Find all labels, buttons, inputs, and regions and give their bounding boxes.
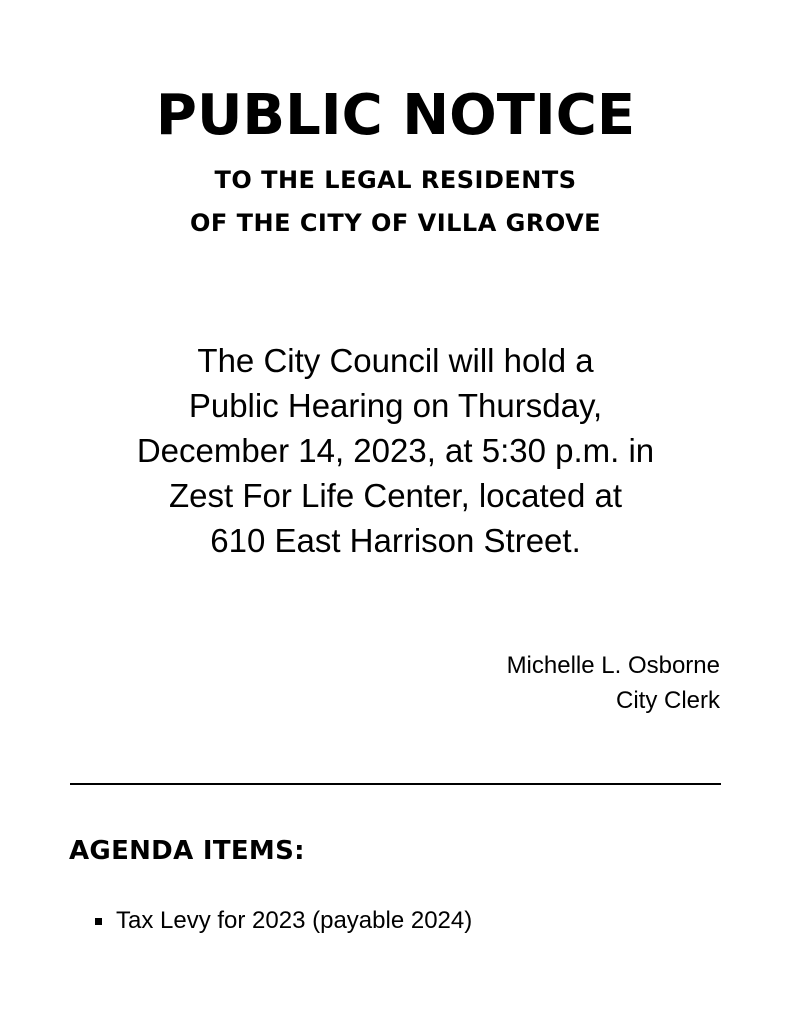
signature-role: City Clerk (615, 687, 720, 714)
notice-subtitle-line-1: TO THE LEGAL RESIDENTS (214, 166, 577, 194)
agenda-item (95, 904, 472, 938)
signature-name: Michelle L. Osborne (506, 652, 720, 679)
notice-body-line: December 14, 2023, at 5:30 p.m. in (136, 432, 655, 469)
notice-body-line: 610 East Harrison Street. (210, 522, 581, 559)
notice-body-line: Zest For Life Center, located at (168, 477, 623, 514)
notice-body (0, 338, 791, 563)
signature-block (507, 648, 720, 718)
section-divider (70, 783, 721, 785)
agenda-item-text: Tax Levy for 2023 (payable 2024) (116, 907, 473, 934)
notice-subtitle-line-2: OF THE CITY OF VILLA GROVE (189, 209, 602, 237)
notice-body-line: The City Council will hold a (197, 342, 594, 379)
square-bullet-icon (95, 918, 102, 925)
agenda-list (95, 904, 472, 938)
notice-body-line: Public Hearing on Thursday, (188, 387, 603, 424)
agenda-heading: AGENDA ITEMS: (69, 836, 305, 866)
notice-title: PUBLIC NOTICE (155, 83, 636, 148)
